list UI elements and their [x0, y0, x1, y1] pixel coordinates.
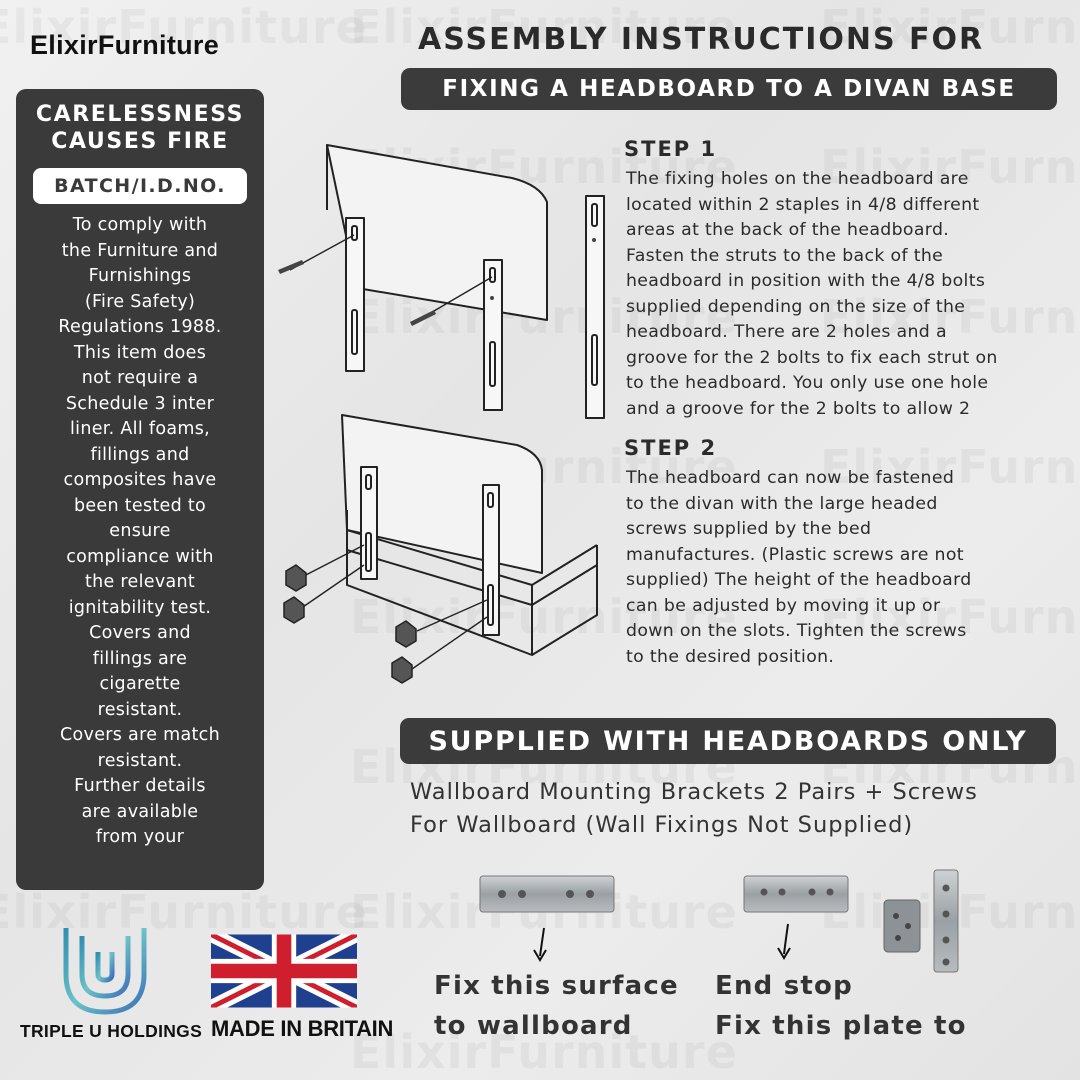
made-in-britain-label: MADE IN BRITAIN: [211, 1016, 394, 1041]
fire-text-line: fillings and: [90, 444, 190, 465]
wallboard-bracket-image: [478, 870, 618, 965]
caption-line: to wallboard: [434, 1011, 633, 1041]
step1-line: Fasten the struts to the back of the: [626, 245, 944, 266]
supplied-text: [410, 776, 1070, 842]
fire-text-line: from your: [95, 827, 185, 847]
supplied-heading: SUPPLIED WITH HEADBOARDS ONLY: [400, 718, 1056, 764]
fire-text-line: been tested to: [73, 495, 207, 516]
step1-diagram: [272, 130, 617, 420]
supplied-line: Wallboard Mounting Brackets 2 Pairs + Screws: [410, 779, 978, 805]
step2-line: to the divan with the large headed: [626, 493, 938, 514]
caption-line: Fix this plate to: [715, 1011, 967, 1041]
watermark: [0, 885, 368, 939]
step2-line: down on the slots. Tighten the screws: [626, 621, 967, 641]
fire-heading: [16, 101, 264, 155]
supplied-line: For Wallboard (Wall Fixings Not Supplied): [410, 812, 914, 838]
end-stop-bracket-image: [742, 872, 852, 967]
fire-heading-line: CARELESSNESS: [35, 102, 245, 127]
fire-text-line: cigarette: [99, 674, 181, 694]
step2-heading: STEP 2: [624, 436, 718, 460]
batch-id-label: BATCH/I.D.NO.: [33, 168, 247, 204]
brand-logo: ElixirFurniture: [30, 30, 220, 60]
step1-line: to the headboard. You only use one hole: [626, 373, 989, 393]
fire-text-line: Regulations 1988.: [58, 317, 222, 337]
union-flag-icon: [211, 934, 357, 1008]
fire-text-line: ensure: [109, 521, 171, 541]
fire-text-line: liner. All foams,: [70, 419, 210, 439]
step2-line: The headboard can now be fastened: [626, 468, 955, 488]
caption-line: End stop: [715, 971, 853, 1001]
fire-text-line: (Fire Safety): [84, 291, 196, 312]
fire-safety-panel: [16, 89, 264, 890]
fire-text-line: Further details: [74, 776, 206, 796]
fire-text-line: the Furniture and: [61, 240, 219, 261]
fire-text-line: are available: [81, 801, 199, 822]
step1-line: groove for the 2 bolts to fix each strut on: [626, 347, 998, 368]
end-stop-caption: [715, 966, 967, 1046]
step1-heading: STEP 1: [624, 137, 718, 161]
fire-text-line: resistant.: [97, 750, 183, 771]
fire-text-line: To comply with: [72, 215, 208, 235]
step1-line: headboard in position with the 4/8 bolts: [626, 271, 986, 291]
fire-text-line: Schedule 3 inter: [65, 393, 215, 414]
fire-text-line: ignitability test.: [68, 597, 212, 618]
fire-text-line: resistant.: [97, 699, 183, 720]
page-subtitle: FIXING A HEADBOARD TO A DIVAN BASE: [401, 68, 1057, 110]
fire-text-line: Furnishings: [88, 266, 192, 286]
step2-line: screws supplied by the bed: [626, 519, 872, 539]
caption-line: Fix this surface: [434, 971, 679, 1001]
step1-line: supplied depending on the size of the: [626, 296, 966, 317]
fire-text-line: compliance with: [66, 546, 214, 567]
step1-line: and a groove for the 2 bolts to allow 2: [626, 398, 971, 419]
fire-text-line: Covers and: [89, 623, 191, 643]
step2-line: manufactures. (Plastic screws are not: [626, 544, 964, 565]
step1-line: headboard. There are 2 holes and a: [626, 322, 947, 342]
fire-text-line: fillings are: [92, 648, 188, 669]
wallboard-caption: [434, 966, 679, 1046]
fire-text-line: composites have: [63, 470, 217, 490]
step2-line: to the desired position.: [626, 646, 835, 667]
fire-heading-line: CAUSES FIRE: [51, 129, 229, 154]
step1-text: [626, 167, 1066, 422]
fire-text-line: the relevant: [84, 572, 196, 592]
step2-text: [626, 466, 1066, 670]
page-title: ASSEMBLY INSTRUCTIONS FOR: [418, 22, 985, 57]
step1-line: The fixing holes on the headboard are: [626, 169, 969, 189]
fire-text-line: This item does: [73, 342, 207, 363]
triple-u-label: TRIPLE U HOLDINGS: [20, 1021, 203, 1041]
step1-line: located within 2 staples in 4/8 different: [626, 194, 980, 215]
triple-u-logo-icon: [60, 922, 150, 1020]
step2-diagram: [272, 405, 617, 695]
fire-safety-text: [26, 213, 254, 851]
step2-line: can be adjusted by moving it up or: [626, 595, 941, 616]
screws-and-plate-image: [878, 866, 978, 976]
fire-text-line: Covers are match: [60, 725, 220, 745]
step1-line: areas at the back of the headboard.: [626, 220, 950, 240]
step2-line: supplied) The height of the headboard: [626, 570, 972, 590]
fire-text-line: not require a: [81, 368, 199, 388]
